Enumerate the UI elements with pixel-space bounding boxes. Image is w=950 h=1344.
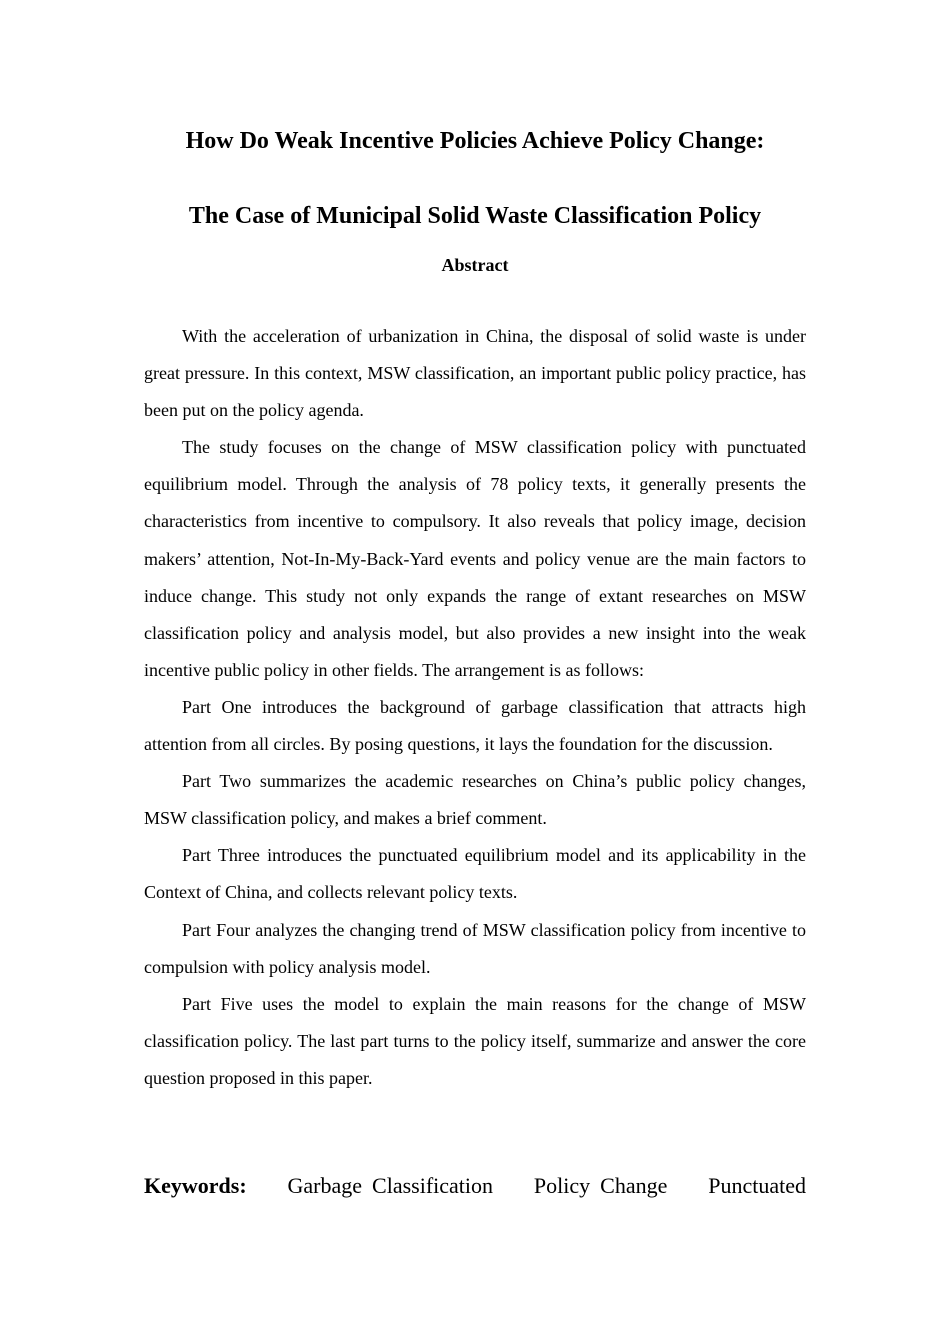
keyword-group — [288, 1171, 494, 1201]
abstract-paragraph: The study focuses on the change of MSW classification policy with punctuated equilibrium model. Through the analysis of 78 policy texts, it generally presents the characteristics from incentive to compulsory. It also reveals that policy image, decision makers’ attention, Not-In-My-Back-Yard events and policy venue are the main factors to induce change. This study not only expands the range of extant researches on MSW classification policy and analysis model, but also provides a new insight into the weak incentive public policy in other fields. The arrangement is as follows: — [144, 437, 806, 680]
paper-title-line-1: How Do Weak Incentive Policies Achieve Policy Change: — [185, 128, 765, 154]
keyword-word: Policy — [533, 1173, 591, 1198]
paper-title-line-2: The Case of Municipal Solid Waste Classification Policy — [188, 203, 762, 229]
abstract-paragraph: With the acceleration of urbanization in China, the disposal of solid waste is under great pressure. In this context, MSW classification, an important public policy practice, has been put on the policy agenda. — [144, 326, 806, 421]
keyword-word: Classification — [372, 1173, 494, 1198]
keyword-group — [534, 1171, 667, 1201]
abstract-paragraph: Part Three introduces the punctuated equilibrium model and its applicability in the Context of China, and collects relevant policy texts. — [144, 845, 806, 903]
keyword-word: Change — [600, 1173, 668, 1198]
keyword-group — [708, 1171, 806, 1201]
abstract-paragraph: Part Four analyzes the changing trend of MSW classification policy from incentive to compulsion with policy analysis model. — [144, 919, 806, 977]
keywords-label: Keywords: — [144, 1173, 247, 1198]
abstract-body — [144, 318, 806, 1097]
keyword-word: Garbage — [287, 1173, 363, 1198]
keywords-line — [144, 1171, 806, 1201]
abstract-paragraph: Part Two summarizes the academic researches on China’s public policy changes, MSW classification policy, and makes a brief comment. — [144, 771, 806, 829]
abstract-paragraph: Part Five uses the model to explain the main reasons for the change of MSW classification policy. The last part turns to the policy itself, summarize and answer the core question proposed in this paper. — [144, 993, 806, 1088]
keyword-word: Punctuated — [708, 1173, 806, 1198]
abstract-paragraph: Part One introduces the background of garbage classification that attracts high attention from all circles. By posing questions, it lays the foundation for the discussion. — [144, 696, 806, 755]
abstract-heading: Abstract — [441, 255, 509, 275]
